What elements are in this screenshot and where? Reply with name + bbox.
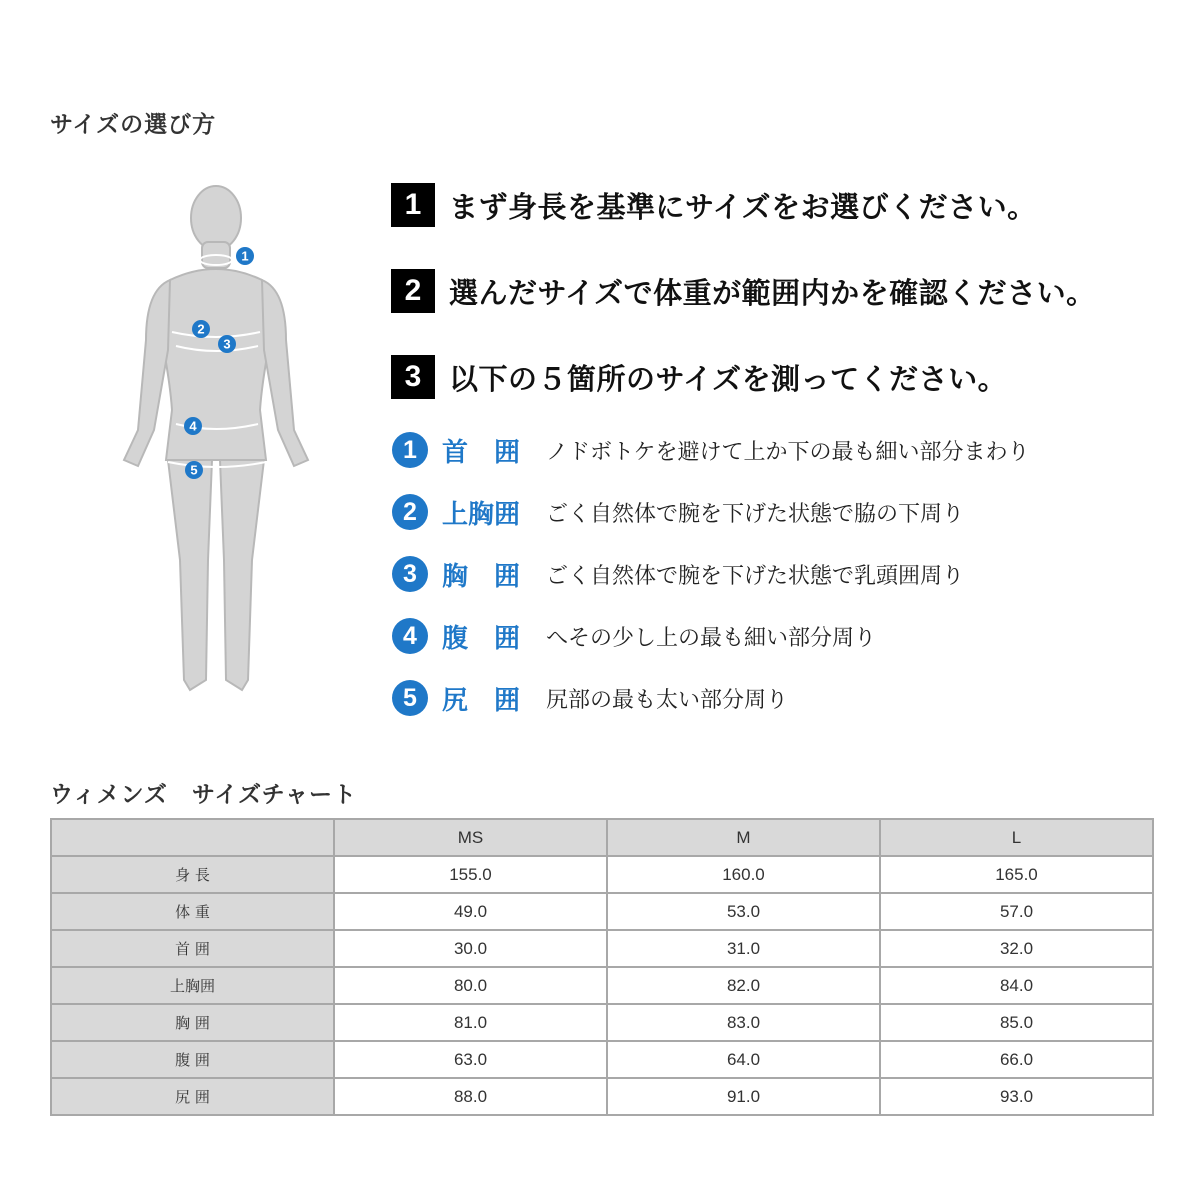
body-silhouette (124, 186, 308, 690)
table-cell: 160.0 (607, 856, 880, 893)
step-number: 1 (391, 183, 435, 227)
table-cell: 88.0 (334, 1078, 607, 1115)
table-cell: 57.0 (880, 893, 1153, 930)
step-text: まず身長を基準にサイズをお選びください。 (449, 189, 1037, 224)
marker-2 (192, 320, 210, 338)
measurement-description: ごく自然体で腕を下げた状態で脇の下周り (546, 501, 965, 527)
table-cell: 83.0 (607, 1004, 880, 1041)
table-header-row (51, 819, 1153, 856)
measurement-name: 腹 囲 (442, 623, 521, 654)
how-to-choose-heading: サイズの選び方 (50, 112, 217, 138)
row-label: 胸 囲 (51, 1004, 334, 1041)
marker-5-label: 5 (190, 462, 198, 478)
step-2 (391, 269, 1096, 313)
marker-2-label: 2 (197, 321, 205, 337)
size-chart-table (50, 818, 1154, 1116)
measurement-name: 尻 囲 (442, 685, 521, 716)
measurement-name: 首 囲 (442, 437, 521, 468)
step-text: 選んだサイズで体重が範囲内かを確認ください。 (449, 275, 1096, 310)
table-cell: 93.0 (880, 1078, 1153, 1115)
table-cell: 84.0 (880, 967, 1153, 1004)
measurement-number-badge: 5 (392, 680, 428, 716)
measurement-description: 尻部の最も太い部分周り (546, 687, 789, 713)
table-row (51, 1041, 1153, 1078)
step-1 (391, 183, 1037, 227)
table-row (51, 1004, 1153, 1041)
row-label: 上胸囲 (51, 967, 334, 1004)
body-figure-illustration (80, 180, 340, 720)
marker-1-label: 1 (241, 248, 249, 264)
measurement-description: ごく自然体で腕を下げた状態で乳頭囲周り (546, 563, 965, 589)
row-label: 体 重 (51, 893, 334, 930)
marker-3-label: 3 (223, 336, 231, 352)
row-label: 身 長 (51, 856, 334, 893)
table-row (51, 893, 1153, 930)
measurement-description: へその少し上の最も細い部分周り (546, 625, 877, 651)
marker-5 (185, 461, 203, 479)
measurement-name: 上胸囲 (442, 499, 521, 530)
measurement-description: ノドボトケを避けて上か下の最も細い部分まわり (546, 439, 1030, 465)
step-number: 2 (391, 269, 435, 313)
measurement-upper-chest (392, 493, 965, 531)
table-row (51, 967, 1153, 1004)
table-cell: 32.0 (880, 930, 1153, 967)
row-label: 腹 囲 (51, 1041, 334, 1078)
marker-4 (184, 417, 202, 435)
measurement-number-badge: 2 (392, 494, 428, 530)
measurement-waist (392, 617, 877, 655)
step-text: 以下の５箇所のサイズを測ってください。 (449, 361, 1008, 396)
marker-4-label: 4 (189, 418, 197, 434)
column-header: L (880, 819, 1153, 856)
table-row (51, 1078, 1153, 1115)
table-cell: 64.0 (607, 1041, 880, 1078)
table-cell: 165.0 (880, 856, 1153, 893)
table-cell: 63.0 (334, 1041, 607, 1078)
table-cell: 82.0 (607, 967, 880, 1004)
measurement-neck (392, 431, 1030, 469)
row-label: 首 囲 (51, 930, 334, 967)
measurement-hip (392, 679, 789, 717)
table-row (51, 930, 1153, 967)
measurement-number-badge: 1 (392, 432, 428, 468)
column-header: M (607, 819, 880, 856)
table-cell: 80.0 (334, 967, 607, 1004)
table-cell: 30.0 (334, 930, 607, 967)
table-cell: 49.0 (334, 893, 607, 930)
measurement-name: 胸 囲 (442, 561, 521, 592)
row-label: 尻 囲 (51, 1078, 334, 1115)
table-cell: 53.0 (607, 893, 880, 930)
measurement-number-badge: 4 (392, 618, 428, 654)
table-cell: 155.0 (334, 856, 607, 893)
table-cell: 85.0 (880, 1004, 1153, 1041)
column-header: MS (334, 819, 607, 856)
measurement-chest (392, 555, 965, 593)
step-3 (391, 355, 1007, 399)
step-number: 3 (391, 355, 435, 399)
table-cell: 81.0 (334, 1004, 607, 1041)
table-row (51, 856, 1153, 893)
size-chart-heading: ウィメンズ サイズチャート (50, 782, 357, 808)
marker-3 (218, 335, 236, 353)
marker-1 (236, 247, 254, 265)
table-cell: 66.0 (880, 1041, 1153, 1078)
table-cell: 31.0 (607, 930, 880, 967)
measurement-number-badge: 3 (392, 556, 428, 592)
table-cell: 91.0 (607, 1078, 880, 1115)
column-header (51, 819, 334, 856)
